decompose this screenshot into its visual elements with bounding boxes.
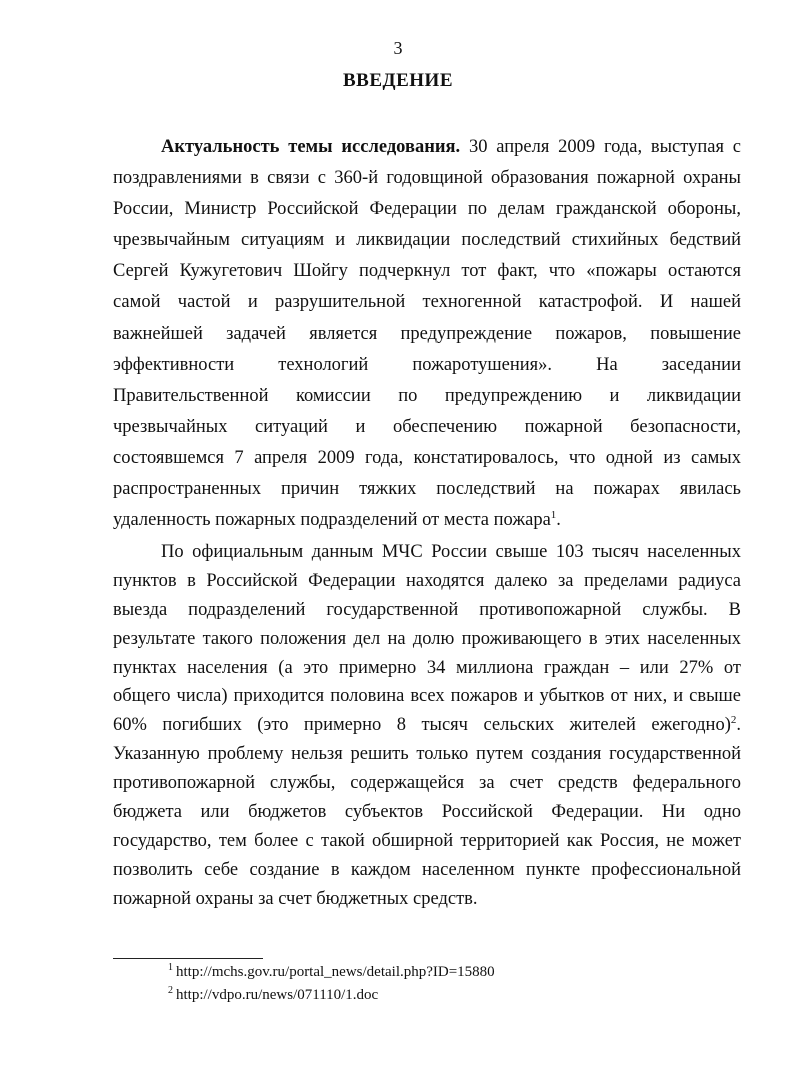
text-span: 30 апреля 2009 года, выступая с (460, 137, 741, 157)
footnote-number: 2 (168, 985, 173, 996)
text-line: пунктах населения (а это примерно 34 миллиона граждан – или 27% от (113, 657, 741, 678)
text-line: чрезвычайным ситуациям и ликвидации последствий стихийных бедствий (113, 230, 741, 251)
text-line: поздравлениями в связи с 360-й годовщиной образования пожарной охраны (113, 168, 741, 189)
text-span: . (556, 510, 561, 531)
paragraph-statistics (113, 538, 741, 914)
footnote-ref-2[interactable]: 2 (730, 714, 737, 727)
footnote-ref-1[interactable]: 1 (550, 509, 557, 522)
text-span: . (736, 715, 741, 736)
text-line: Правительственной комиссии по предупреждению и ликвидации (113, 385, 741, 406)
bold-lead: Актуальность темы исследования. (161, 137, 461, 157)
text-span: удаленность пожарных подразделений от места пожара (113, 510, 551, 531)
text-line: позволить себе создание в каждом населенном пункте профессиональной (113, 859, 741, 880)
text-line (113, 505, 741, 536)
text-span: 60% погибших (это примерно 8 тысяч сельских жителей ежегодно) (113, 715, 731, 736)
text-line: бюджета или бюджетов субъектов Российской Федерации. Ни одно (113, 802, 741, 823)
footnote-number: 1 (168, 962, 173, 973)
text-line (113, 711, 741, 740)
footnote-1 (168, 962, 495, 982)
text-line: чрезвычайных ситуаций и обеспечению пожарной безопасности, (113, 416, 741, 437)
text-line: состоявшемся 7 апреля 2009 года, констатировалось, что одной из самых (113, 447, 741, 468)
text-line: распространенных причин тяжких последствий на пожарах явилась (113, 479, 741, 500)
text-line: эффективности технологий пожаротушения». На заседании (113, 354, 741, 375)
section-title: ВВЕДЕНИЕ (343, 70, 453, 91)
text-line: выезда подразделений государственной противопожарной службы. В (113, 599, 741, 620)
text-line: самой частой и разрушительной техногенной катастрофой. И нашей (113, 292, 741, 313)
page-number: 3 (393, 38, 403, 58)
paragraph-relevance (113, 132, 741, 536)
text-line: результате такого положения дел на долю проживающего в этих населенных (113, 628, 741, 649)
footnote-link[interactable]: http://mchs.gov.ru/portal_news/detail.php?ID=15880 (176, 964, 495, 980)
text-line: По официальным данным МЧС России свыше 103 тысяч населенных (161, 542, 741, 562)
text-line: государство, тем более с такой обширной территорией как Россия, не может (113, 830, 741, 851)
footnote-separator (113, 958, 263, 959)
text-line: пунктов в Российской Федерации находятся далеко за пределами радиуса (113, 570, 741, 591)
footnote-2 (168, 985, 378, 1005)
footnote-link[interactable]: http://vdpo.ru/news/071110/1.doc (176, 987, 379, 1003)
text-line: важнейшей задачей является предупреждение пожаров, повышение (113, 323, 741, 344)
text-line: России, Министр Российской Федерации по делам гражданской обороны, (113, 199, 741, 220)
text-line: противопожарной службы, содержащейся за счет средств федерального (113, 773, 741, 794)
text-line: Сергей Кужугетович Шойгу подчеркнул тот факт, что «пожары остаются (113, 261, 741, 282)
text-line: общего числа) приходится половина всех пожаров и убытков от них, и свыше (113, 686, 741, 707)
text-line (113, 132, 741, 163)
text-line: пожарной охраны за счет бюджетных средств. (113, 888, 478, 909)
text-line: Указанную проблему нельзя решить только путем создания государственной (113, 744, 741, 765)
